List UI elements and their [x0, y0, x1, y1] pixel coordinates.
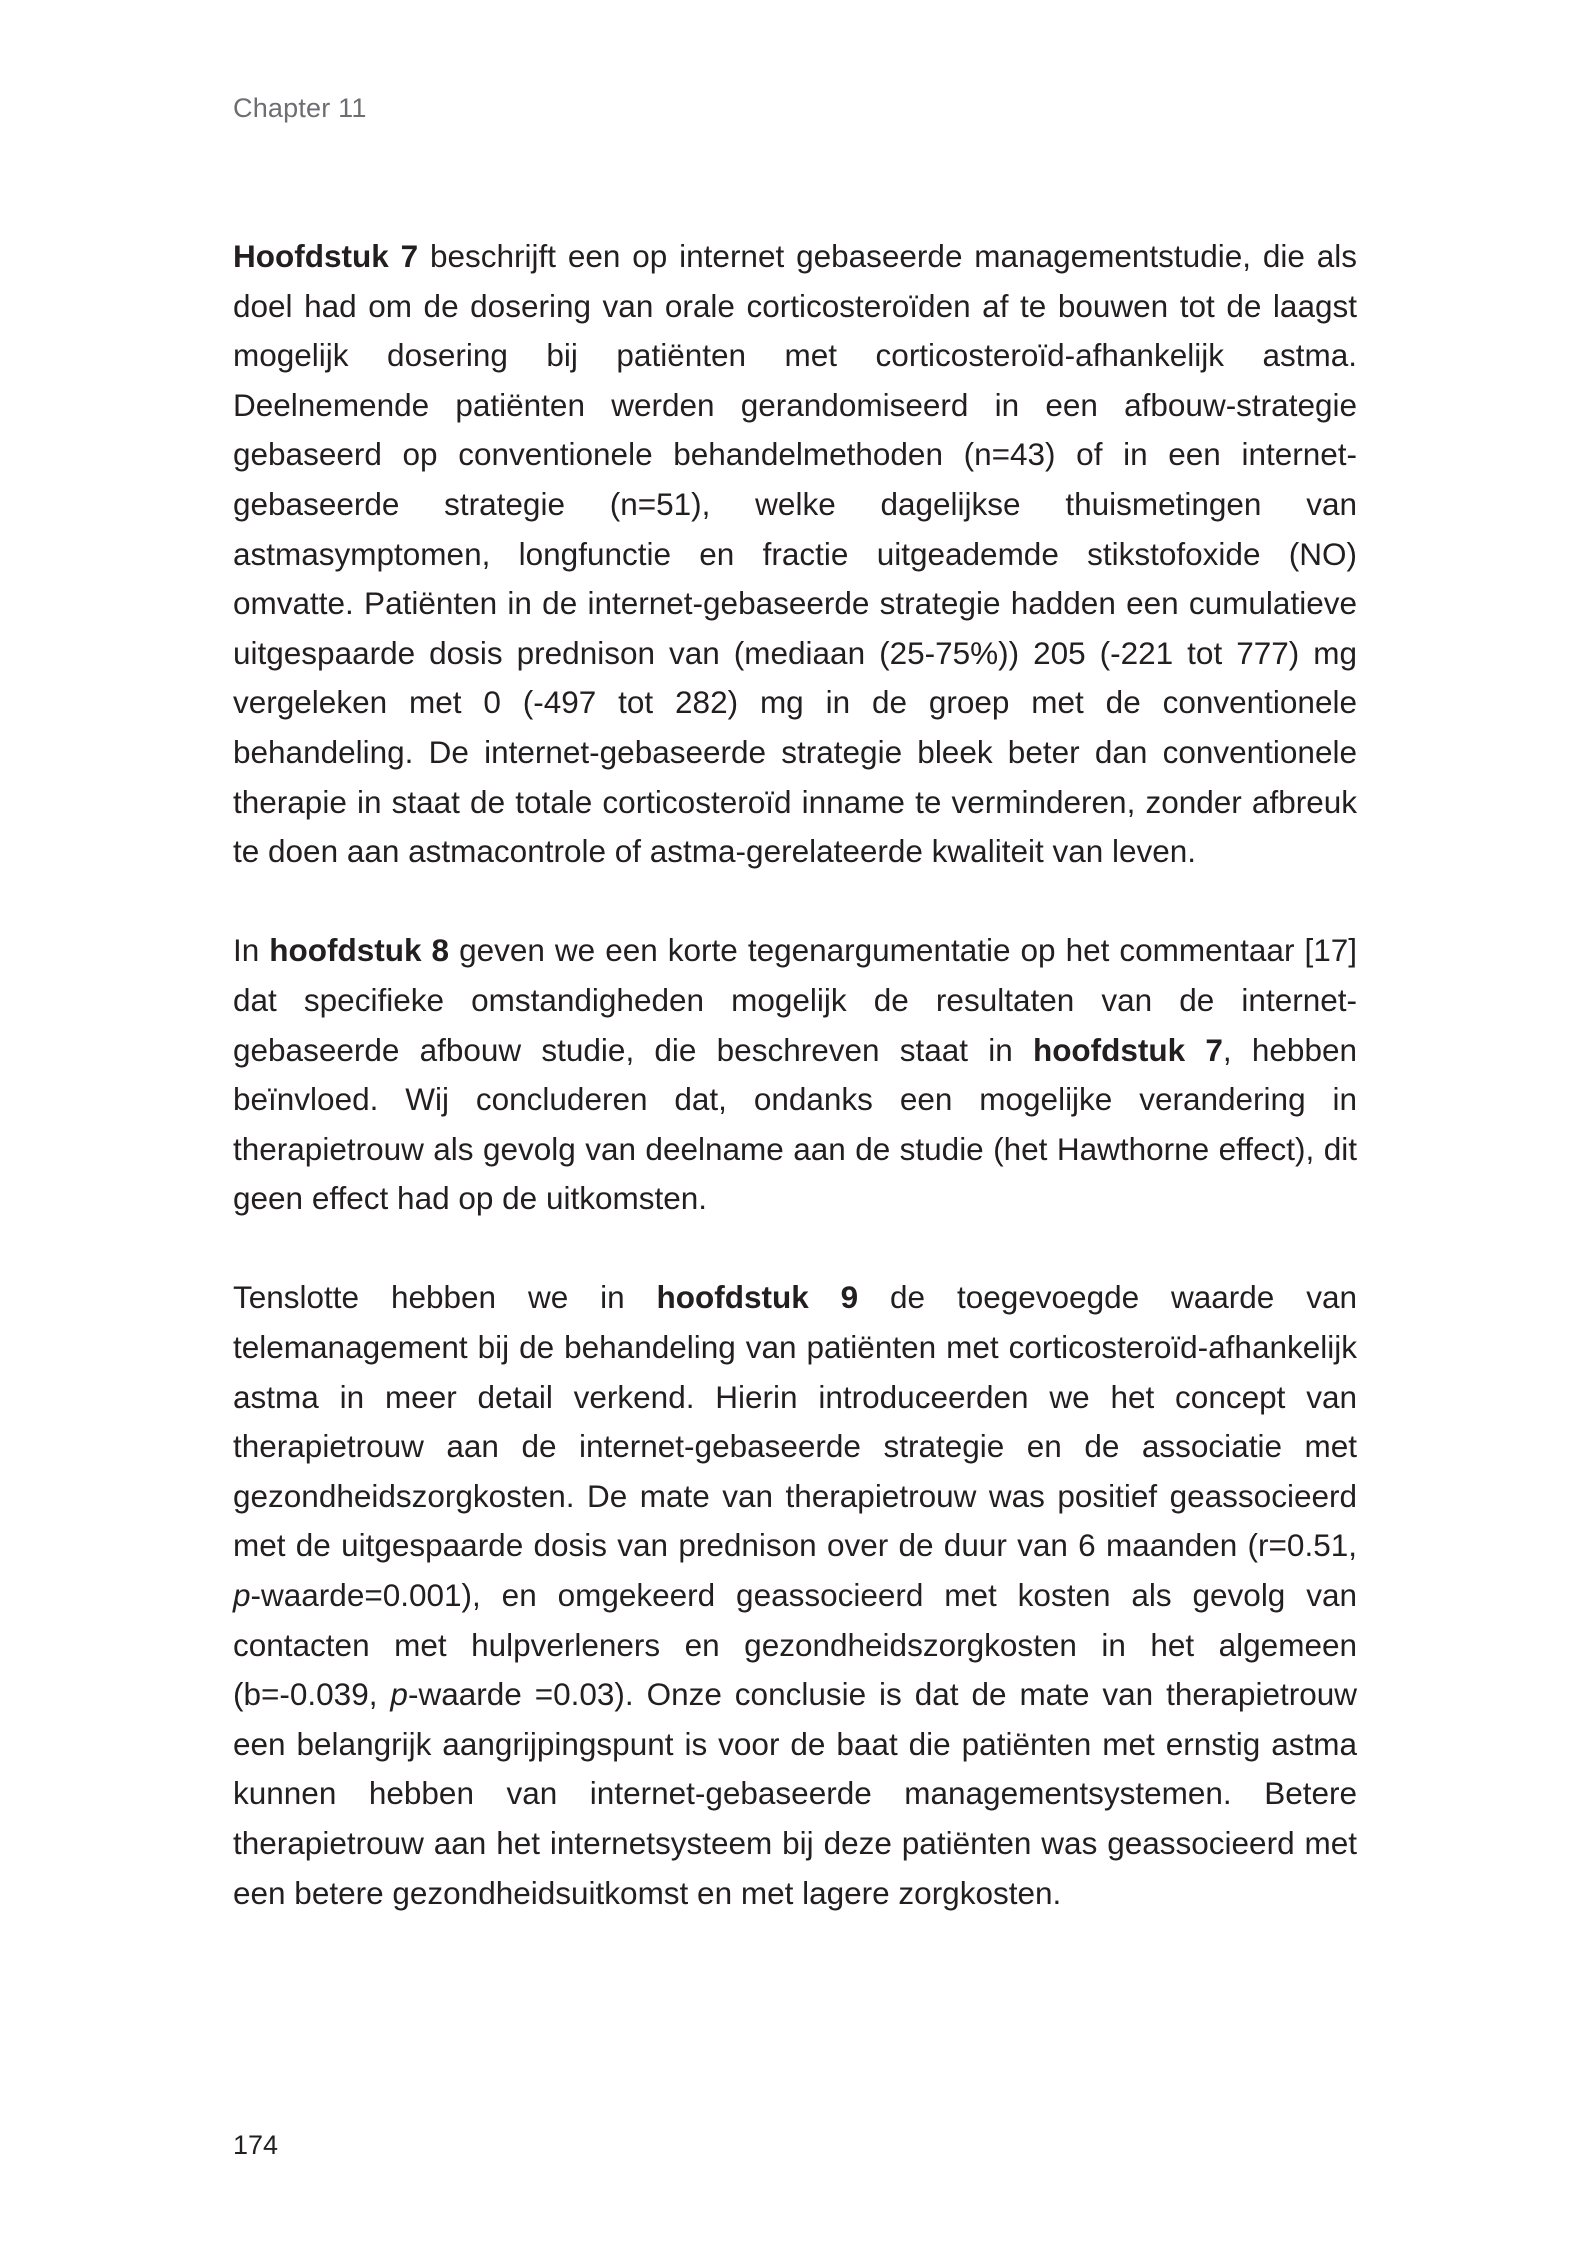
chapter-reference: hoofdstuk 9: [656, 1279, 859, 1316]
paragraph-chapter-7: [233, 232, 1357, 877]
chapter-reference: hoofdstuk 8: [269, 932, 450, 969]
chapter-reference: hoofdstuk 7: [1032, 1031, 1223, 1068]
paragraph-text: beschrijft een op internet gebaseerde managementstudie, die als doel had om de dosering van orale corticosteroïden af te bouwen tot de laagst mogelijk dosering bij patiënten met corticosteroïd-afhankelijk astma. Deelnemende patiënten werden gerandomiseerd in een afbouw-strategie gebaseerd op conventionele behandelmethoden (n=43) of in een internet-gebaseerde strategie (n=51), welke dagelijkse thuismetingen van astmasymptomen, longfunctie en fractie uitgeademde stikstofoxide (NO) omvatte. Patiënten in de internet-gebaseerde strategie hadden een cumulatieve uitgespaarde dosis prednison van (mediaan (25-75%)) 205 (-221 tot 777) mg vergeleken met 0 (-497 tot 282) mg in de groep met de conventionele behandeling. De internet-gebaseerde strategie bleek beter dan conventionele therapie in staat de totale corticosteroïd inname te verminderen, zonder afbreuk te doen aan astmacontrole of astma-gerelateerde kwaliteit van leven.: [233, 238, 1357, 870]
paragraph-text: geven we een korte tegenargumentatie op het commentaar [17] dat specifieke omstandigheden mogelijk de resultaten van de internet-gebaseerde afbouw studie, die beschreven staat in: [233, 932, 1357, 1068]
paragraph-text: In: [233, 932, 270, 969]
paragraph-text: -waarde=0.001), en omgekeerd geassocieerd met kosten als gevolg van contacten met hulpverleners en gezondheidszorgkosten in het algemeen (b=-0.039,: [233, 1577, 1357, 1713]
page-number: 174: [233, 2130, 279, 2160]
paragraph-chapter-8: [233, 926, 1357, 1224]
paragraph-text: Tenslotte hebben we in: [233, 1279, 657, 1316]
paragraph-text: de toegevoegde waarde van telemanagement bij de behandeling van patiënten met corticosteroïd-afhankelijk astma in meer detail verkend. Hierin introduceerden we het concept van therapietrouw aan de internet-gebaseerde strategie en de associatie met gezondheidszorgkosten. De mate van therapietrouw was positief geassocieerd met de uitgespaarde dosis van prednison over de duur van 6 maanden (r=0.51,: [233, 1279, 1358, 1564]
p-value-symbol: p: [233, 1577, 251, 1614]
chapter-reference: Hoofdstuk 7: [233, 238, 419, 274]
p-value-symbol: p: [390, 1676, 408, 1713]
paragraph-text: -waarde =0.03). Onze conclusie is dat de mate van therapietrouw een belangrijk aangrijpingspunt is voor de baat die patiënten met ernstig astma kunnen hebben van internet-gebaseerde managementsystemen. Betere therapietrouw aan het internetsysteem bij deze patiënten was geassocieerd met een betere gezondheidsuitkomst en met lagere zorgkosten.: [233, 1676, 1357, 1911]
running-head: Chapter 11: [233, 93, 367, 123]
paragraph-chapter-9: [233, 1273, 1357, 1918]
body-text: [233, 232, 1357, 1918]
paragraph-text: , hebben beïnvloed. Wij concluderen dat, ondanks een mogelijke verandering in therapietrouw als gevolg van deelname aan de studie (het Hawthorne effect), dit geen effect had op de uitkomsten.: [233, 1031, 1357, 1217]
